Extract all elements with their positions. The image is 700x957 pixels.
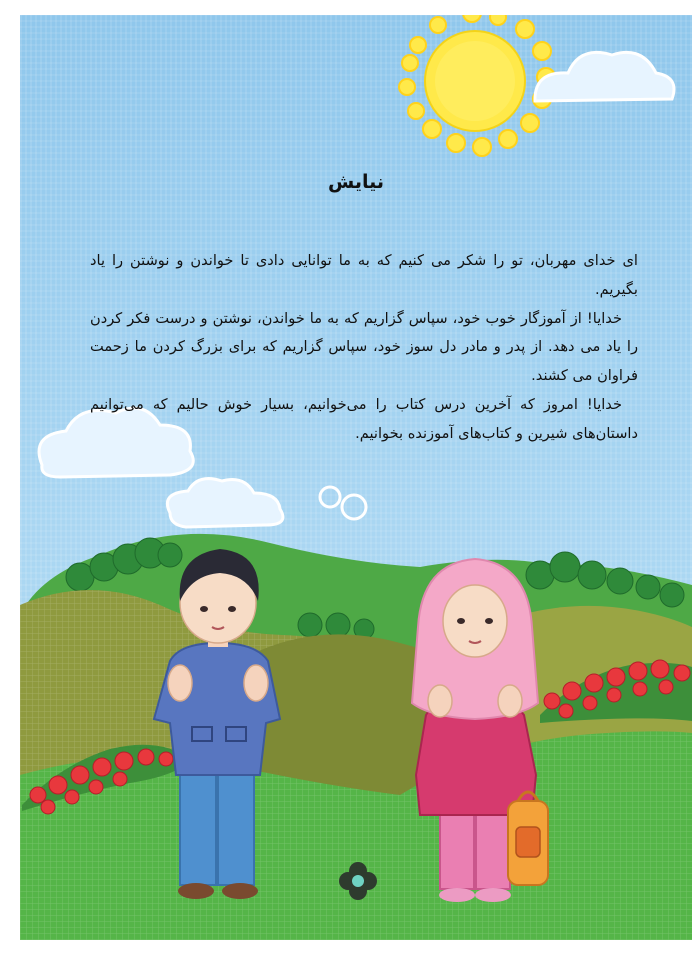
paragraph: خدایا! امروز که آخرین درس کتاب را می‌خوانیم، بسیار خوش حالیم که می‌توانیم داستان‌های شیرین و کتاب‌های آموزنده بخوانیم. [90,395,638,442]
sun-icon [399,15,555,156]
cloud [167,479,366,527]
page [20,15,692,940]
prayer-text [90,247,638,449]
illustration [20,15,692,940]
paragraph: ای خدای مهربان، تو را شکر می کنیم که به ما توانایی دادی تا خواندن و نوشتن را یاد بگیریم. [90,252,638,298]
page-title: نیایش [327,171,385,193]
cloud [535,52,674,101]
backpack-icon [508,792,548,885]
paragraph: خدایا! از آموزگار خوب خود، سپاس گزاریم که به ما خواندن، نوشتن و درست فکر کردن را یاد می دهد. از پدر و مادر دل سوز خود، سپاس گزاریم که برای بزرگ کردن ما زحمت فراوان می کشند. [90,309,638,385]
